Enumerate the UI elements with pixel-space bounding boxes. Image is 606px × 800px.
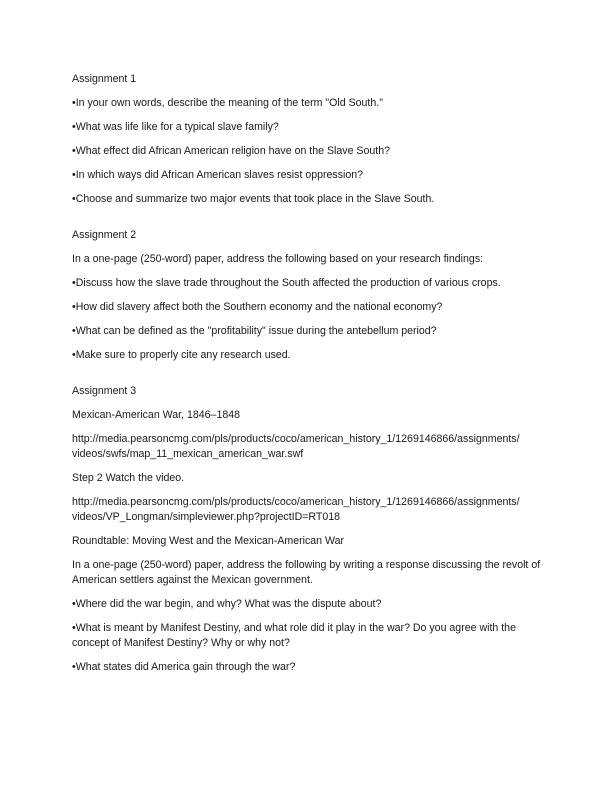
assignment-3-question: •What states did America gain through the war? [72,661,296,673]
video-link-2-line-2: videos/VP_Longman/simpleviewer.php?projectID=RT018 [72,511,341,523]
assignment-2-item: •How did slavery affect both the Southern economy and the national economy? [72,301,443,313]
assignment-1-item: •In your own words, describe the meaning of the term "Old South." [72,97,383,109]
assignment-2-item: •What can be defined as the "profitability" issue during the antebellum period? [72,325,437,337]
video-link-2-line-1: http://media.pearsoncmg.com/pls/products/coco/american_history_1/1269146866/assignments/ [72,496,520,508]
video-link-2 [72,495,546,525]
assignment-2-section [72,228,546,363]
assignment-3-intro-line-2: American settlers against the Mexican government. [72,574,313,586]
assignment-3-intro-line-1: In a one-page (250-word) paper, address the following by writing a response discussing the revolt of [72,559,541,571]
assignment-3-heading: Assignment 3 [72,385,137,397]
assignment-3-section [72,384,546,675]
assignment-3-question [72,621,546,651]
video-link-1 [72,432,546,462]
assignment-2-item: •Make sure to properly cite any research used. [72,349,291,361]
assignment-1-section [72,72,546,207]
video-link-1-line-1: http://media.pearsoncmg.com/pls/products/coco/american_history_1/1269146866/assignments/ [72,433,520,445]
step-2-text: Step 2 Watch the video. [72,472,185,484]
assignment-1-item: •In which ways did African American slaves resist oppression? [72,169,364,181]
assignment-3-intro [72,558,546,588]
roundtable-title: Roundtable: Moving West and the Mexican-American War [72,535,345,547]
assignment-2-item: •Discuss how the slave trade throughout the South affected the production of various crops. [72,277,501,289]
assignment-3-question-line-2: concept of Manifest Destiny? Why or why not? [72,637,290,649]
video-link-1-line-2: videos/swfs/map_11_mexican_american_war.swf [72,448,304,460]
assignment-1-item: •Choose and summarize two major events that took place in the Slave South. [72,193,435,205]
assignment-2-intro: In a one-page (250-word) paper, address the following based on your research findings: [72,253,484,265]
assignment-3-subtitle: Mexican-American War, 1846–1848 [72,409,241,421]
assignment-1-heading: Assignment 1 [72,73,137,85]
assignment-3-question-line-1: •What is meant by Manifest Destiny, and what role did it play in the war? Do you agree with the [72,622,516,634]
assignment-3-question: •Where did the war begin, and why? What was the dispute about? [72,598,382,610]
assignment-2-heading: Assignment 2 [72,229,137,241]
assignment-1-item: •What was life like for a typical slave family? [72,121,279,133]
assignment-1-item: •What effect did African American religion have on the Slave South? [72,145,390,157]
